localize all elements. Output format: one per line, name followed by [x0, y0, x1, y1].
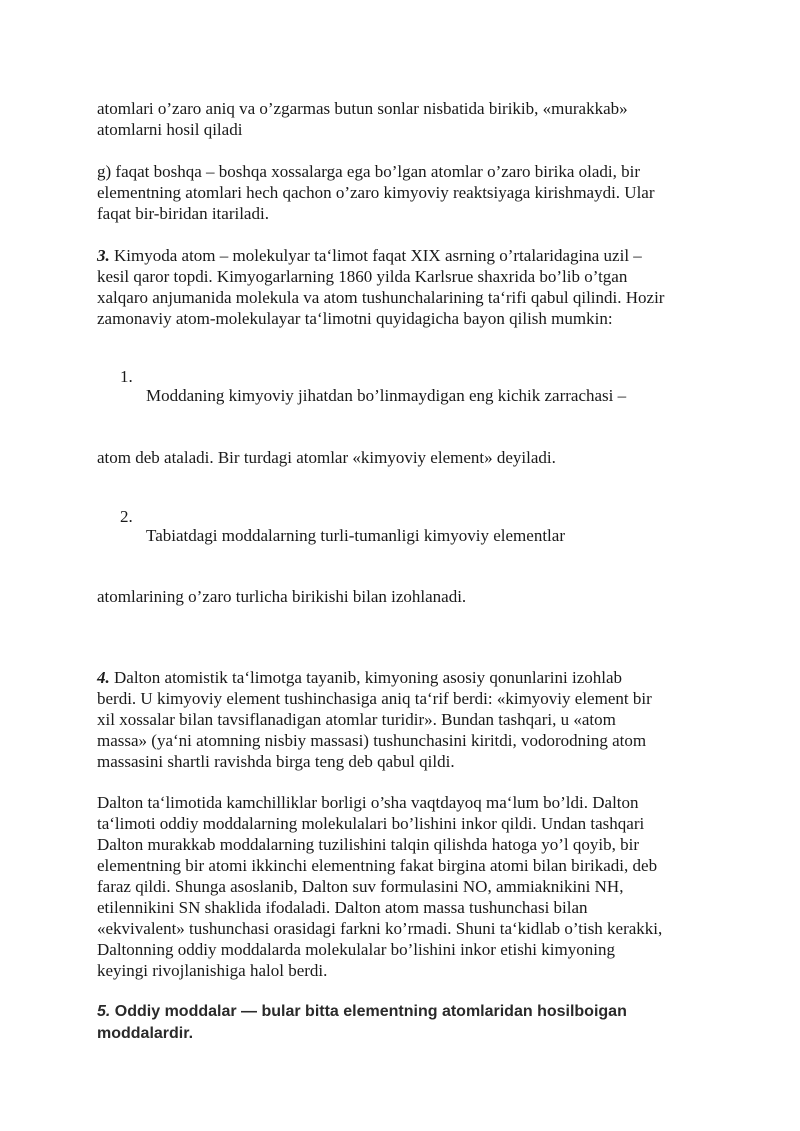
paragraph-dalton-critique — [97, 792, 712, 981]
text-line: Daltonning oddiy moddalarda molekulalar bo’lishini inkor etishi kimyoning — [97, 940, 615, 959]
list-item-number: 1. — [120, 367, 133, 386]
text-line — [97, 245, 712, 266]
text-line: massasini shartli ravishda birga teng deb qabul qildi. — [97, 752, 455, 771]
text-line: atomlarni hosil qiladi — [97, 120, 243, 139]
text-line: Dalton murakkab moddalarning tuzilishini talqin qilishda hatoga yo’l qoyib, bir — [97, 835, 640, 854]
text-run: Oddiy moddalar — bular bitta elementning atomlaridan hosilboigan — [110, 1003, 627, 1020]
text-line: moddalardir. — [97, 1025, 194, 1042]
text-line: etilennikini SN shaklida ifodaladi. Dalton atom massa tushunchasi bilan — [97, 898, 588, 917]
list-item-number: 2. — [120, 507, 133, 526]
text-line: elementning bir atomi ikkinchi elementning fakat birgina atomi bilan birikadi, deb — [97, 856, 658, 875]
text-line: berdi. U kimyoviy element tushinchasiga aniq ta‘rif berdi: «kimyoviy element bir — [97, 689, 652, 708]
text-line: keyingi rivojlanishiga halol berdi. — [97, 961, 328, 980]
paragraph-3 — [97, 245, 712, 329]
heading-marker: 5. — [97, 1003, 111, 1020]
text-run: Dalton atomistik ta‘limotga tayanib, kimyoning asosiy qonunlarini izohlab — [109, 668, 623, 687]
text-line — [97, 1001, 717, 1023]
list-item-text: Tabiatdagi moddalarning turli-tumanligi kimyoviy elementlar — [146, 526, 565, 545]
paragraph-marker: 3. — [97, 246, 110, 265]
text-line: atomlari o’zaro aniq va o’zgarmas butun sonlar nisbatida birikib, «murakkab» — [97, 99, 628, 118]
text-line: elementning atomlari hech qachon o’zaro kimyoviy reaktsiyaga kirishmaydi. Ular — [97, 183, 655, 202]
paragraph-marker: 4. — [97, 668, 110, 687]
text-line: zamonaviy atom-molekulayar ta‘limotni quyidagicha bayon qilish mumkin: — [97, 309, 613, 328]
list-item-continuation: atomlarining o’zaro turlicha birikishi bilan izohlanadi. — [97, 587, 467, 606]
section-heading-5 — [97, 1001, 717, 1045]
text-run: Kimyoda atom – molekulyar ta‘limot faqat XIX asrning o’rtalaridagina uzil – — [109, 246, 642, 265]
text-line: g) faqat boshqa – boshqa xossalarga ega bo’lgan atomlar o’zaro birika oladi, bir — [97, 162, 641, 181]
text-line: faqat bir-biridan itariladi. — [97, 204, 269, 223]
text-line: xalqaro anjumanida molekula va atom tushunchalarining ta‘rifi qabul qilindi. Hozir — [97, 288, 665, 307]
list-item-continuation: atom deb ataladi. Bir turdagi atomlar «kimyoviy element» deyiladi. — [97, 448, 556, 467]
text-line: «ekvivalent» tushunchasi orasidagi farkni ko’rmadi. Shuni ta‘kidlab o’tish kerakki, — [97, 919, 663, 938]
text-line — [97, 667, 712, 688]
text-line: massa» (ya‘ni atomning nisbiy massasi) tushunchasini kiritdi, vodorodning atom — [97, 731, 647, 750]
text-line: kesil qaror topdi. Kimyogarlarning 1860 yilda Karlsrue shaxrida bo’lib o’tgan — [97, 267, 628, 286]
paragraph-g — [97, 161, 712, 224]
paragraph-atoms-ratio — [97, 98, 712, 140]
text-line: ta‘limoti oddiy moddalarning molekulalari bo’lishini inkor qildi. Undan tashqari — [97, 814, 645, 833]
paragraph-4 — [97, 667, 712, 772]
text-line: Dalton ta‘limotida kamchilliklar borligi o’sha vaqtdayoq ma‘lum bo’ldi. Dalton — [97, 793, 639, 812]
text-line: xil xossalar bilan tavsiflanadigan atomlar turidir». Bundan tashqari, u «atom — [97, 710, 616, 729]
text-line: faraz qildi. Shunga asoslanib, Dalton suv formulasini NO, ammiaknikini NH, — [97, 877, 624, 896]
list-item-text: Moddaning kimyoviy jihatdan bo’linmaydigan eng kichik zarrachasi – — [146, 386, 627, 405]
